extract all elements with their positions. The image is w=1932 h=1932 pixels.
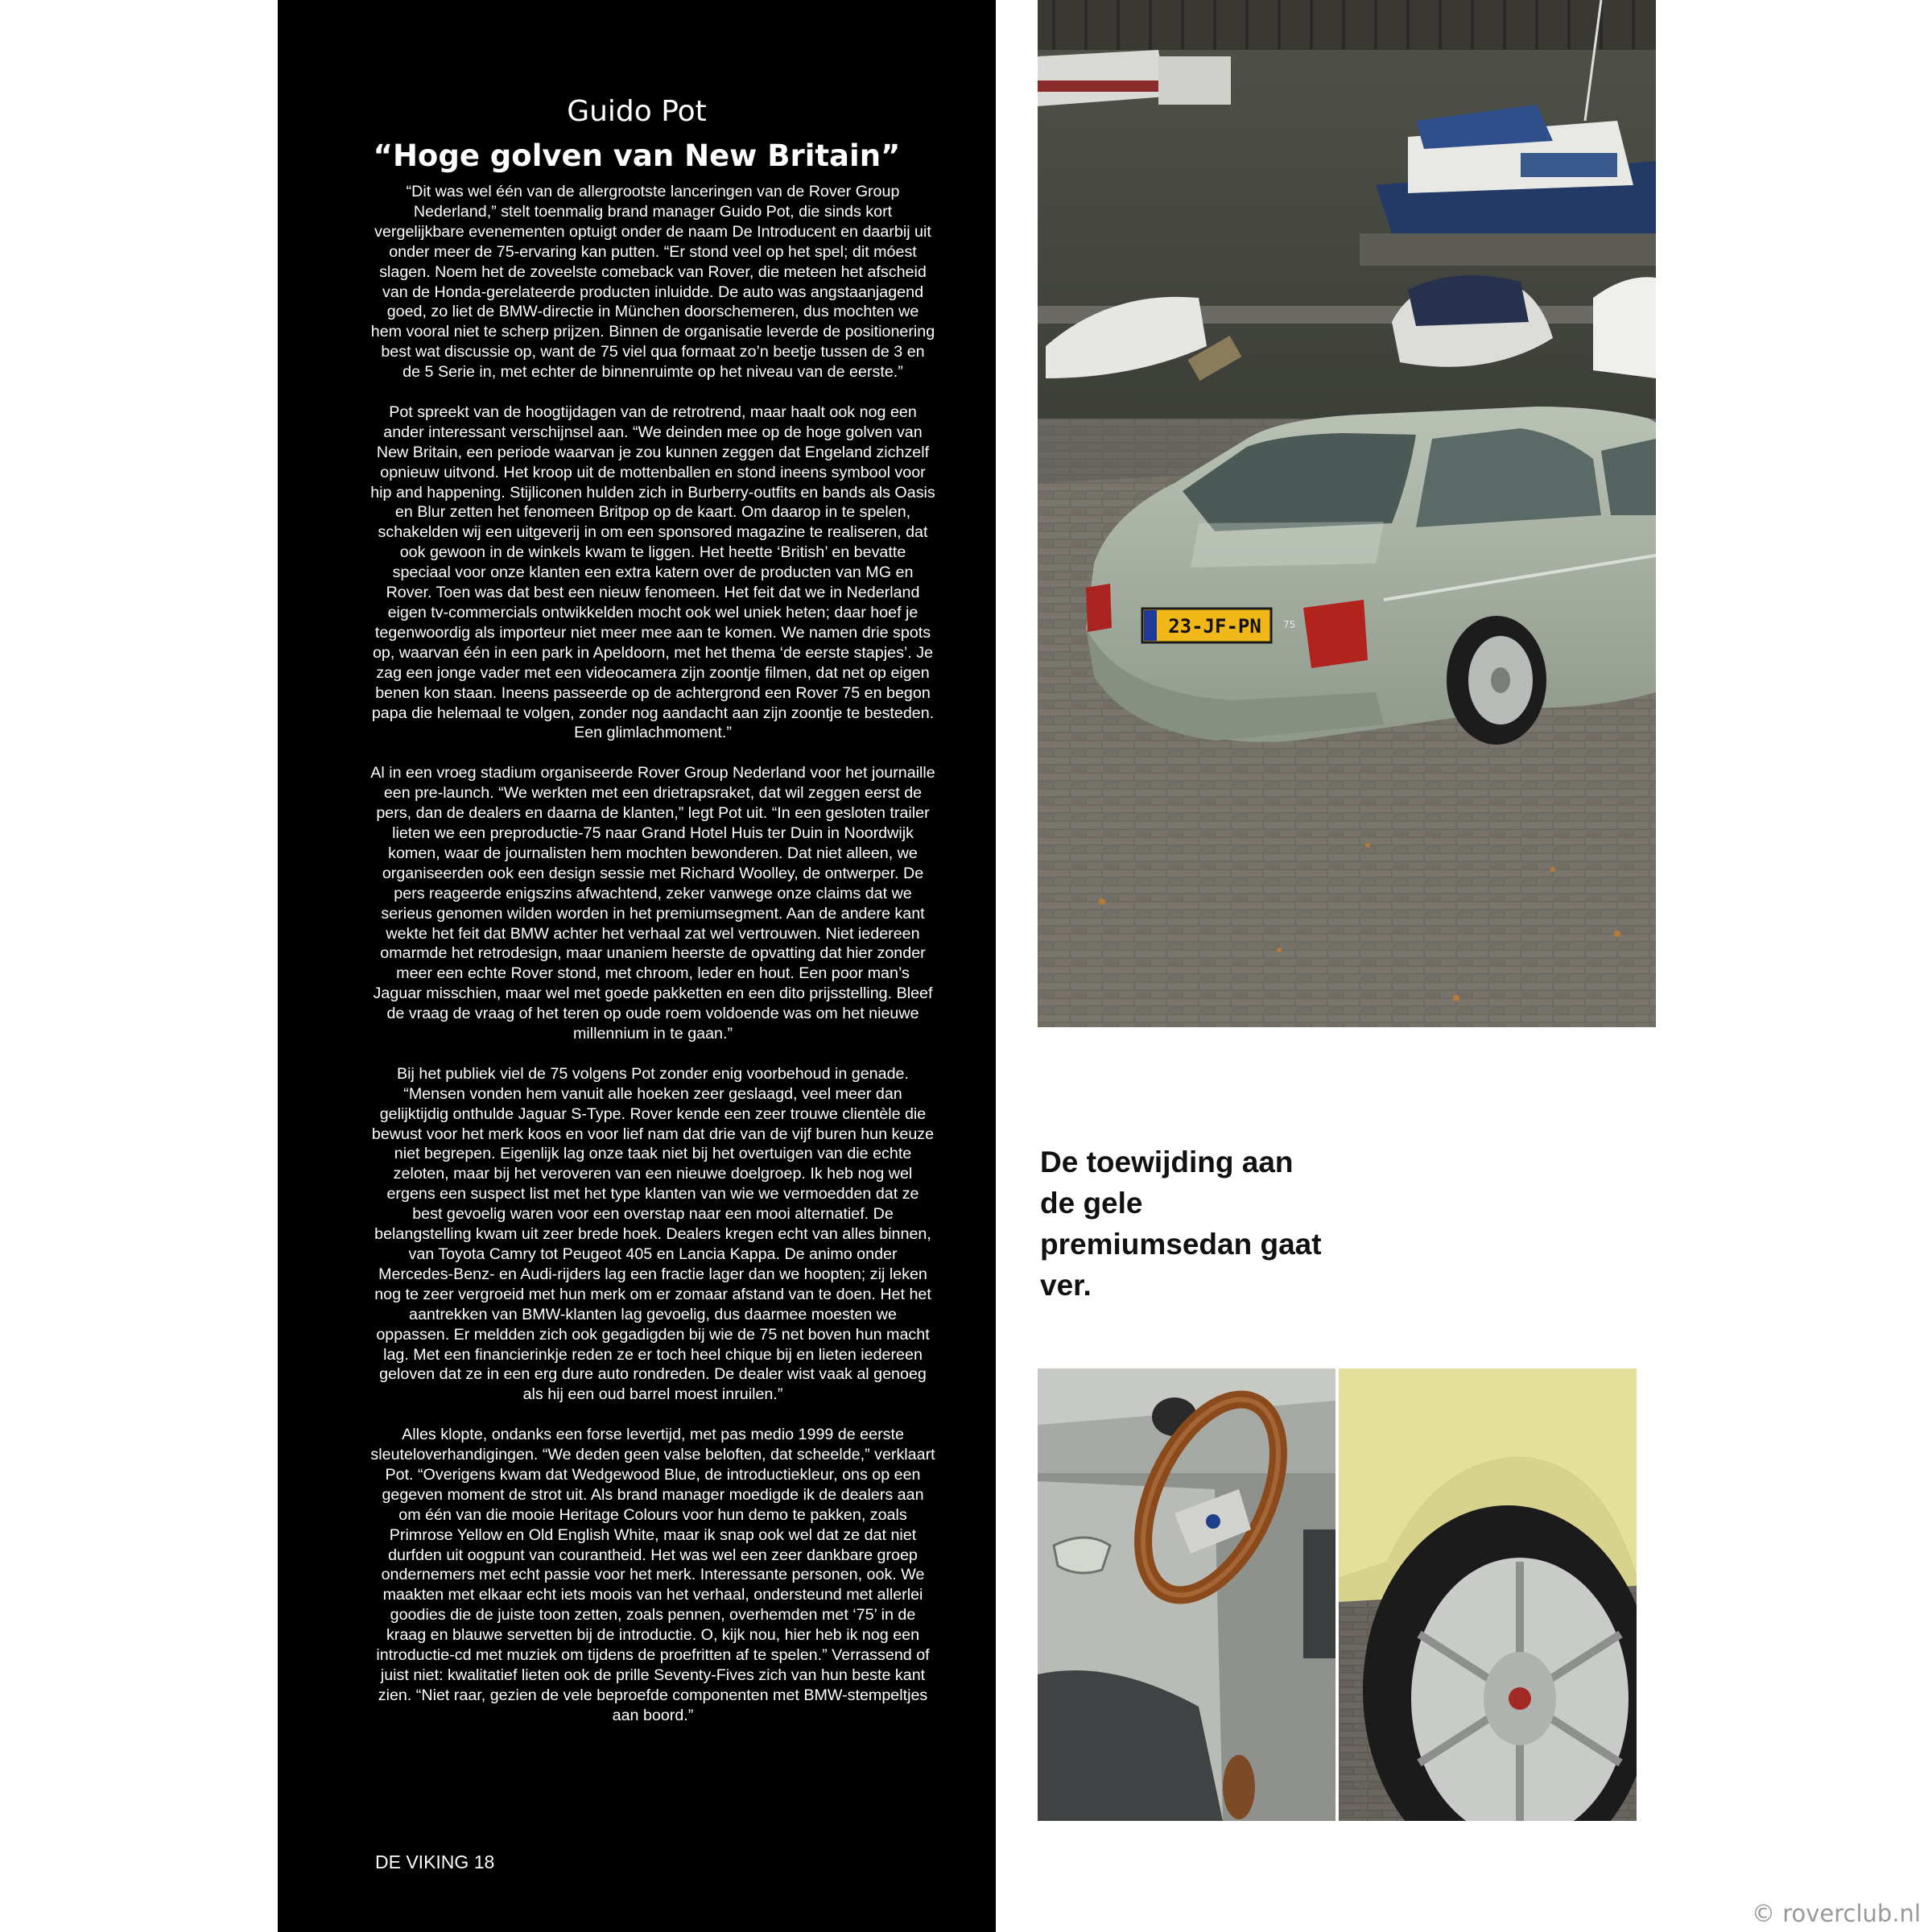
- paragraph: Pot spreekt van de hoogtijdagen van de retrotrend, maar haalt ook nog een ander interessant verschijnsel aan. “We deinden mee op de hoge golven van New Britain, een periode waarvan je zou kunnen zeggen dat Engeland zichzelf opnieuw uitvond. Het kroop uit de mottenballen en stond ineens symbool voor hip and happening. Stijliconen hulden zich in Burberry-outfits en bands als Oasis en Blur zetten het fenomeen Britpop op de kaart. Om daarop in te spelen, schakelden wij een uitgeverij in om een sponsored magazine te realiseren, dat ook gewoon in de winkels kwam te liggen. Het heette ‘British’ en bevatte speciaal voor onze klanten een extra katern over de producten van MG en Rover. Toen was dat best een nieuw fenomeen. Het feit dat we in Nederland eigen tv-commercials ontwikkelden mocht ook wel uniek heten; daar hoef je tegenwoordig als importeur niet meer mee aan te komen. We namen drie spots op, waarvan één in een park in Apeldoorn, met het thema ‘de eerste stapjes’. Je zag een jonge vader met een videocamera zijn zoontje filmen, dat net op eigen benen kon staan. Ineens passeerde op de achtergrond een Rover 75 en begon papa die helemaal te volgen, zonder nog aandacht aan zijn zoontje te besteden. Een glimlachmoment.”: [370, 402, 935, 742]
- interior-scene: [1038, 1368, 1335, 1821]
- paragraph: “Dit was wel één van de allergrootste lanceringen van de Rover Group Nederland,” stelt toenmalig brand manager Guido Pot, die sinds kort vergelijkbare evenementen optuigt onder de naam De Introducent en daarbij uit onder meer de 75-ervaring kan putten. “Er stond veel op het spel; dit móest slagen. Noem het de zoveelste comeback van Rover, die meteen het afscheid van de Honda-gerelateerde producten inluidde. De auto was angstaanjagend goed, zo liet de BMW-directie in München doorschemeren, dus mochten we hem vooral niet te scherp prijzen. Binnen de organisatie leverde de positionering best wat discussie op, want de 75 viel qua formaat zo’n beetje tussen de 3 en de 5 Serie in, met echter de binnenruimte op het niveau van de eerste.”: [370, 183, 935, 382]
- article-headline: “Hoge golven van New Britain”: [373, 138, 901, 173]
- photo-interior-steering-wheel: [1038, 1368, 1335, 1821]
- pullquote: De toewijding aan de gele premiumsedan gaat ver.: [1040, 1146, 1322, 1302]
- wheel-scene: [1339, 1368, 1637, 1821]
- paragraph: Alles klopte, ondanks een forse levertijd, met pas medio 1999 de eerste sleuteloverhandigingen. “We deden geen valse beloften, dat scheelde,” verklaart Pot. “Overigens kwam dat Wedgewood Blue, de introductiekleur, ons op een gegeven moment de strot uit. Als brand manager moedigde ik de dealers aan om één van die mooie Heritage Colours voor hun demo te pakken, zoals Primrose Yellow en Old English White, maar ik snap ook wel dat ze dat niet durfden uit oogpunt van courantheid. Het was wel een zeer dankbare groep ondernemers met echt passie voor het merk. Interessante personen, ook. We maakten met elkaar echt iets moois van het verhaal, ondersteund met allerlei goodies die de juiste toon zetten, zoals pennen, overhemden met ‘75’ in de kraag en blauwe servetten bij de introductie. O, kijk nou, hier heb ik nog een introductie-cd met muziek om tijdens de proefritten af te spelen.” Verrassend of juist niet: kwalitatief lieten ook de prille Seventy-Fives zich van hun beste kant zien. “Niet raar, gezien de vele beproefde componenten met BMW-stempeltjes aan boord.”: [370, 1426, 935, 1724]
- watermark: © roverclub.nl: [1752, 1900, 1921, 1927]
- harbour-scene: [1038, 0, 1656, 1027]
- paragraph: Al in een vroeg stadium organiseerde Rover Group Nederland voor het journaille een pre-launch. “We werkten met een drietrapsraket, dat wil zeggen eerst de pers, dan de dealers en daarna de klanten,” legt Pot uit. “In een gesloten trailer lieten we een preproductie-75 naar Grand Hotel Huis ter Duin in Noordwijk komen, waar de journalisten hem mochten bewonderen. Dat niet alleen, we organiseerden ook een design sessie met Richard Woolley, de ontwerper. De pers reageerde enigszins afwachtend, zeker vanwege onze claims dat we serieus genomen wilden worden in het premiumsegment. Aan de andere kant wekte het feit dat BMW achter het verhaal zat wel vertrouwen. Niet iedereen omarmde het retrodesign, maar unaniem heerste de opvatting dat hier zonder meer een echte Rover stond, met chroom, leder en hout. Een poor man’s Jaguar misschien, maar wel met goede pakketten en een dito prijsstelling. Bleef de vraag de vraag of het teren op oude roem voldoende was om het nieuwe millennium in te gaan.”: [370, 764, 935, 1043]
- paragraph: Bij het publiek viel de 75 volgens Pot zonder enig voorbehoud in genade. “Mensen vonden hem vanuit alle hoeken zeer geslaagd, veel meer dan gelijktijdig onthulde Jaguar S-Type. Rover kende een zeer trouwe clientèle die bewust voor het merk koos en voor lief nam dat drie van de vijf buren hun keuze niet begrepen. Eigenlijk lag onze taak niet bij het overtuigen van die echte zeloten, maar bij het veroveren van een nieuwe doelgroep. Ik heb nog wel ergens een suspect list met het type klanten van wie we vermoedden dat ze best gevoelig waren voor een overstap naar een mooi alternatief. De belangstelling kwam uit zeer brede hoek. Dealers kregen echt van alles binnen, van Toyota Camry tot Peugeot 405 en Lancia Kappa. De animo onder Mercedes-Benz- en Audi-rijders lag een fractie lager dan we hoopten; zij leken nog te zeer vergroeid met hun merk om er zomaar afstand van te doen. Het het aantrekken van BMW-klanten lag gevoelig, dus daarmee moesten we oppassen. Er meldden zich ook gegadigden bij wie de 75 net boven hun macht lag. Met een financierinkje reden ze er toch heel chique bij en lieten iedereen geloven dat ze in een erg dure auto rondreden. De dealer wist vaak al genoeg als hij een oud barrel moest inruilen.”: [371, 1064, 935, 1404]
- page-folio: DE VIKING 18: [375, 1852, 495, 1872]
- model-badge: 75: [1283, 619, 1296, 630]
- license-plate-text: 23-JF-PN: [1168, 615, 1261, 638]
- photo-yellow-wheel: [1339, 1368, 1637, 1821]
- article-body: [370, 182, 935, 1746]
- photo-rover-harbour: [1038, 0, 1656, 1027]
- article-author: Guido Pot: [567, 95, 707, 128]
